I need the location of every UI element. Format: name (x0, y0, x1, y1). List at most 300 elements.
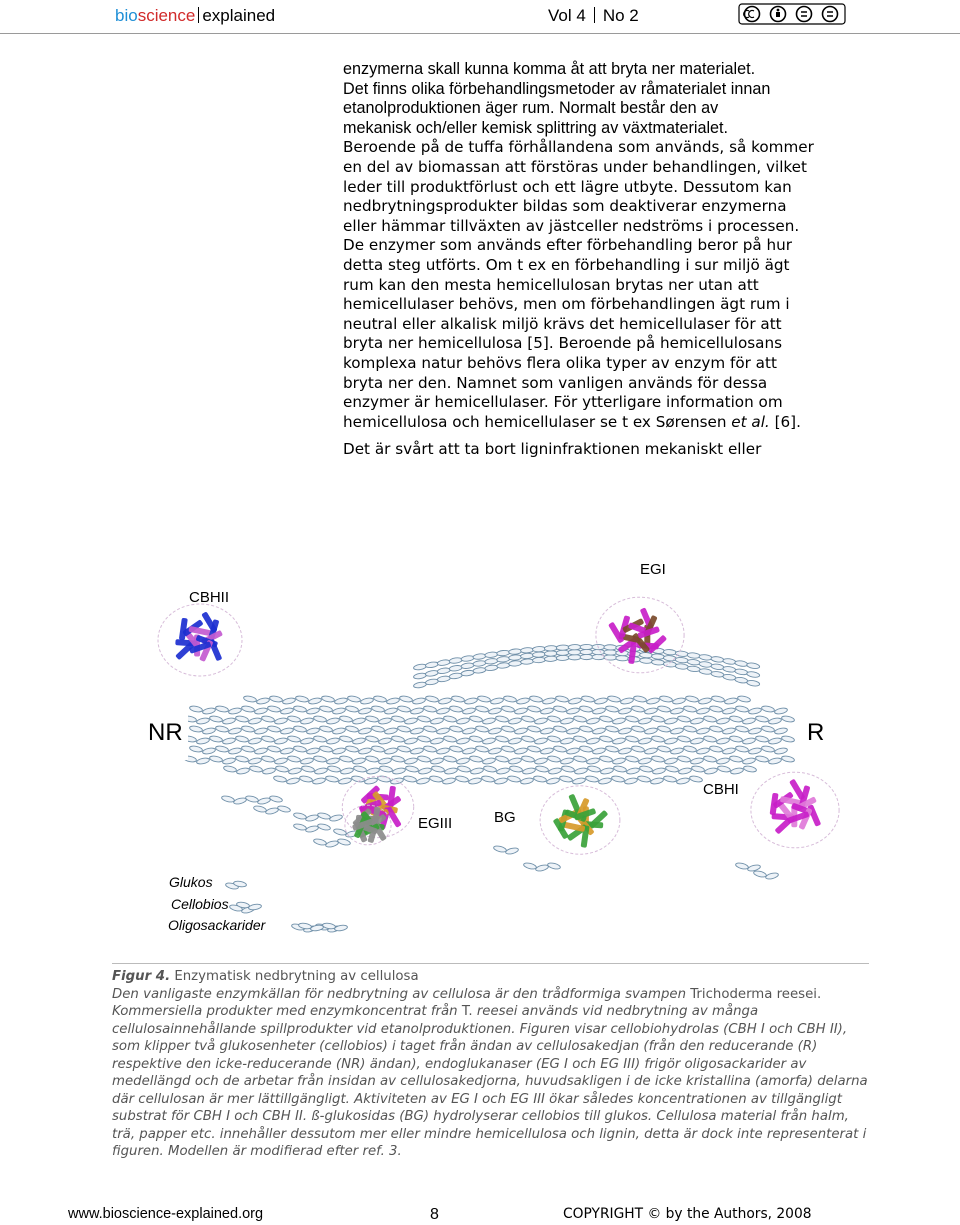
glucose-unit (338, 777, 352, 785)
glucose-unit (711, 656, 725, 663)
glucose-unit (625, 735, 639, 743)
glucose-unit (544, 645, 557, 651)
glucose-unit (527, 725, 541, 733)
glucose-unit (580, 644, 593, 649)
glucose-unit (269, 795, 283, 803)
glucose-unit (235, 715, 249, 723)
glucose-unit (326, 717, 340, 725)
glucose-unit (429, 775, 443, 783)
glucose-unit (690, 737, 704, 745)
glucose-unit (709, 705, 723, 713)
glucose-unit (222, 737, 236, 745)
glucose-unit (755, 735, 769, 743)
glucose-unit (457, 765, 471, 773)
glucose-unit (568, 650, 581, 655)
glucose-unit (254, 727, 268, 735)
glucose-unit (547, 862, 561, 870)
glucose-unit (410, 747, 424, 755)
glucose-unit (514, 707, 528, 715)
glucose-unit (461, 655, 475, 662)
glucose-unit (254, 707, 268, 715)
glucose-unit (317, 812, 331, 820)
glucose-unit (313, 715, 327, 723)
glucose-unit (521, 735, 535, 743)
glucose-unit (579, 745, 593, 753)
glucose-unit (638, 717, 652, 725)
glucose-unit (703, 755, 717, 763)
glucose-unit (586, 737, 600, 745)
glucose-unit (509, 660, 522, 666)
glucose-unit (391, 755, 405, 763)
enzyme-cbhii (158, 604, 242, 676)
glucose-unit (616, 655, 629, 661)
glucose-unit (495, 735, 509, 743)
glucose-unit (456, 717, 470, 725)
glucose-unit (340, 767, 354, 775)
glucose-unit (568, 644, 581, 649)
glucose-unit (378, 717, 392, 725)
glucose-unit (373, 695, 387, 703)
glucose-unit (624, 777, 638, 785)
glucose-unit (644, 747, 658, 755)
glucose-unit (488, 747, 502, 755)
glucose-unit (566, 747, 580, 755)
glucose-unit (254, 747, 268, 755)
glucose-unit (248, 717, 262, 725)
glucose-unit (572, 777, 586, 785)
glucose-unit (587, 765, 601, 773)
glucose-unit (690, 757, 704, 765)
glucose-unit (430, 757, 444, 765)
glucose-unit (716, 737, 730, 745)
caption-t: T. (461, 1004, 473, 1019)
glucose-unit (774, 727, 788, 735)
glucose-unit (683, 745, 697, 753)
glucose-unit (412, 697, 426, 705)
glucose-unit (482, 757, 496, 765)
glucose-unit (456, 737, 470, 745)
glucose-unit (505, 847, 519, 855)
glucose-unit (209, 755, 223, 763)
glucose-unit (592, 727, 606, 735)
glucose-unit (560, 737, 574, 745)
glucose-unit (300, 717, 314, 725)
glucose-unit (301, 765, 315, 773)
glucose-unit (561, 765, 575, 773)
paragraph-last-line (343, 413, 863, 433)
glucose-unit (743, 765, 757, 773)
glucose-unit (592, 707, 606, 715)
glucose-unit (423, 745, 437, 753)
glucose-unit (604, 645, 617, 650)
glucose-unit (410, 727, 424, 735)
glucose-unit (781, 715, 795, 723)
glucose-unit (735, 862, 749, 870)
glucose-unit (269, 695, 283, 703)
glucose-unit (461, 670, 475, 677)
caption-lead: Figur 4. (112, 969, 171, 984)
glucose-unit (534, 737, 548, 745)
glucose-unit (425, 678, 439, 685)
enzyme-cbhi (751, 772, 839, 848)
glucose-unit (455, 775, 469, 783)
glucose-unit (516, 697, 530, 705)
glucose-unit (600, 767, 614, 775)
glucose-unit (345, 705, 359, 713)
glucose-unit (293, 823, 307, 831)
glucose-unit (277, 805, 291, 813)
glucose-unit (761, 725, 775, 733)
glucose-unit (626, 767, 640, 775)
glucose-unit (482, 737, 496, 745)
glucose-unit (730, 767, 744, 775)
caption-body-3: reesei används vid nedbrytning av många cellulosainnehållande spillprodukter vid etanolproduktionen. Figuren visar cellobiohydrolas (CBH I och CBH II), som klipper två glukosenheter (cellobios) i taget från ändan av cellulosakedjan (från den reducerande (R) respektive den icke-reducerande (NR) ändan), endoglukanaser (EG I och EG III) frigör oligosackarider av medellängd och de arbetar från insidan av cellulosakedjorna, huvudsakligen i de icke kristallina (amorfa) delarna där cellulosan är mer lättillgängligt. Aktiviteten av EG I och EG III ökar således koncentrationen av tillgängligt substrat för CBH I och CBH II. ß-glukosidas (BG) hydrolyserar cellobios till glukos. Cellulosa material från halm, trä, papper etc. innehåller dessutom mer eller mindre hemicellulosa och lignin, detta är dock inte representerat i figuren. Modellen är modifierad efter ref. 3. (112, 1004, 868, 1159)
glucose-unit (746, 671, 760, 678)
glucose-unit (475, 745, 489, 753)
glucose-unit (580, 649, 593, 654)
glucose-unit (687, 666, 700, 673)
figure-caption (112, 968, 872, 1161)
glucose-unit (265, 807, 279, 815)
glucose-unit (274, 757, 288, 765)
paragraph-line: leder till produktförlust och ett lägre utbyte. Dessutom kan (343, 177, 792, 196)
glucose-unit (566, 727, 580, 735)
glucose-unit (703, 735, 717, 743)
glucose-unit (535, 864, 549, 872)
glucose-unit (711, 695, 725, 703)
glucose-unit (306, 747, 320, 755)
issue-info (548, 6, 639, 26)
glucose-unit (605, 745, 619, 753)
glucose-unit (664, 757, 678, 765)
glucose-unit (651, 659, 664, 665)
glucose-unit (430, 717, 444, 725)
issue-divider (594, 7, 595, 23)
glucose-unit (729, 735, 743, 743)
paragraph-line: nedbrytningsprodukter bildas som deaktiverar enzymerna (343, 197, 787, 216)
glucose-unit (261, 715, 275, 723)
glucose-unit (470, 767, 484, 775)
glucose-unit (469, 715, 483, 723)
glucose-unit (423, 725, 437, 733)
glucose-unit (497, 662, 510, 668)
glucose-unit (405, 765, 419, 773)
glucose-unit (364, 777, 378, 785)
glucose-unit (319, 725, 333, 733)
glucose-unit (418, 767, 432, 775)
glucose-unit (404, 737, 418, 745)
glucose-unit (717, 765, 731, 773)
glucose-unit (664, 717, 678, 725)
glucose-unit (651, 654, 664, 660)
glucose-unit (605, 725, 619, 733)
glucose-unit (314, 767, 328, 775)
glucose-unit (490, 697, 504, 705)
glucose-unit (312, 777, 326, 785)
glucose-unit (475, 725, 489, 733)
glucose-unit (449, 745, 463, 753)
glucose-unit (735, 745, 749, 753)
glucose-unit (339, 715, 353, 723)
glucose-unit (305, 825, 319, 833)
glucose-unit (449, 725, 463, 733)
glucose-unit (514, 747, 528, 755)
glucose-unit (449, 672, 463, 679)
enzyme-bg (540, 786, 620, 854)
page-footer (0, 1206, 960, 1224)
last-line-italic: et al. (731, 412, 770, 431)
glucose-unit (413, 681, 427, 688)
paragraph-line: en del av biomassan att förstöras under behandlingen, vilket (343, 157, 807, 176)
glucose-unit (222, 757, 236, 765)
glucose-unit (599, 735, 613, 743)
glucose-unit (391, 735, 405, 743)
glucose-unit (280, 747, 294, 755)
glucose-unit (417, 715, 431, 723)
glucose-unit (443, 735, 457, 743)
glucose-unit (501, 745, 515, 753)
glucose-unit (306, 727, 320, 735)
glucose-unit (781, 755, 795, 763)
glucose-unit (495, 715, 509, 723)
glucose-unit (556, 645, 569, 651)
glucose-unit (235, 755, 249, 763)
glucose-unit (267, 745, 281, 753)
glucose-unit (768, 737, 782, 745)
glucose-unit (620, 697, 634, 705)
glucose-unit (497, 656, 510, 662)
glucose-unit (332, 707, 346, 715)
glucose-unit (485, 665, 498, 671)
glucose-unit (403, 775, 417, 783)
glucose-unit (319, 745, 333, 753)
label-nr: NR (148, 719, 183, 746)
glucose-unit (631, 705, 645, 713)
glucose-unit (580, 654, 593, 659)
glucose-unit (222, 717, 236, 725)
glucose-unit (607, 695, 621, 703)
glucose-unit (675, 663, 688, 669)
glucose-unit (657, 745, 671, 753)
glucose-unit (329, 814, 343, 822)
glucose-unit (371, 745, 385, 753)
glucose-unit (573, 715, 587, 723)
glucose-unit (665, 765, 679, 773)
glucose-unit (468, 777, 482, 785)
glucose-unit (724, 697, 738, 705)
glucose-unit (742, 717, 756, 725)
paragraph-line: detta steg utförts. Om t ex en förbehandling i sur miljö ägt (343, 255, 790, 274)
glucose-unit (560, 717, 574, 725)
glucose-unit (527, 745, 541, 753)
glucose-unit (365, 755, 379, 763)
glucose-unit (633, 695, 647, 703)
glucose-unit (352, 737, 366, 745)
glucose-unit (613, 765, 627, 773)
paragraph-line: Det finns olika förbehandlingsmetoder av råmaterialet innan (343, 79, 771, 98)
glucose-unit (685, 695, 699, 703)
glucose-unit (678, 767, 692, 775)
glucose-unit (241, 725, 255, 733)
caption-title: Enzymatisk nedbrytning av cellulosa (170, 969, 419, 984)
glucose-unit (256, 697, 270, 705)
glucose-unit (436, 707, 450, 715)
glucose-unit (274, 737, 288, 745)
glucose-unit (592, 747, 606, 755)
glucose-unit (280, 727, 294, 735)
glucose-unit (293, 725, 307, 733)
glucose-unit (444, 767, 458, 775)
glucose-unit (241, 705, 255, 713)
glucose-unit (442, 777, 456, 785)
glucose-unit (509, 654, 522, 660)
glucose-unit (497, 650, 510, 656)
glucose-unit (664, 737, 678, 745)
glucose-unit (509, 765, 523, 773)
glucose-unit (663, 775, 677, 783)
glucose-unit (594, 697, 608, 705)
glucose-unit (729, 755, 743, 763)
volume-label: Vol 4 (548, 6, 586, 25)
glucose-unit (573, 755, 587, 763)
glucose-unit (327, 765, 341, 773)
cellulose-degradation-figure (0, 545, 960, 945)
glucose-unit (494, 777, 508, 785)
glucose-unit (696, 747, 710, 755)
glucose-unit (599, 715, 613, 723)
legend-oligosaccharides: Oligosackarider (168, 917, 266, 933)
glucose-unit (547, 715, 561, 723)
glucose-unit (560, 757, 574, 765)
footer-url[interactable]: www.bioscience-explained.org (68, 1206, 264, 1222)
glucose-unit (399, 695, 413, 703)
glucose-unit (574, 767, 588, 775)
glucose-unit (345, 725, 359, 733)
glucose-unit (339, 755, 353, 763)
glucose-unit (488, 727, 502, 735)
glucose-unit (722, 747, 736, 755)
glucose-unit (748, 707, 762, 715)
glucose-unit (326, 757, 340, 765)
glucose-unit (319, 705, 333, 713)
glucose-unit (443, 755, 457, 763)
glucose-unit (358, 747, 372, 755)
glucose-unit (189, 725, 203, 733)
glucose-unit (711, 663, 725, 670)
glucose-unit (742, 737, 756, 745)
glucose-unit (553, 705, 567, 713)
glucose-unit (625, 715, 639, 723)
glucose-unit (262, 767, 276, 775)
glucose-unit (235, 735, 249, 743)
glucose-unit (233, 797, 247, 805)
glucose-unit (586, 757, 600, 765)
glucose-unit (347, 695, 361, 703)
glucose-unit (598, 777, 612, 785)
glucose-unit (709, 725, 723, 733)
glucose-unit (546, 777, 560, 785)
glucose-unit (332, 727, 346, 735)
glucose-unit (716, 757, 730, 765)
glucose-unit (353, 765, 367, 773)
glucose-unit (358, 727, 372, 735)
glucose-unit (443, 715, 457, 723)
glucose-unit (397, 705, 411, 713)
number-label: No 2 (602, 6, 639, 25)
glucose-unit (326, 737, 340, 745)
glucose-unit (746, 680, 760, 687)
legend-cellobiose: Cellobios (171, 896, 229, 912)
glucose-unit (306, 707, 320, 715)
glucose-unit (317, 823, 331, 831)
glucose-unit (209, 715, 223, 723)
glucose-unit (612, 737, 626, 745)
glucose-unit (430, 737, 444, 745)
glucose-unit (542, 697, 556, 705)
glucose-unit (257, 797, 271, 805)
glucose-unit (196, 737, 210, 745)
paragraph-line: De enzymer som används efter förbehandling beror på hur (343, 236, 792, 255)
glucose-unit (711, 671, 725, 678)
glucose-unit (392, 767, 406, 775)
glucose-unit (644, 707, 658, 715)
glucose-unit (293, 705, 307, 713)
glucose-unit (384, 747, 398, 755)
paragraph-line: enzymer är hemicellulaser. För ytterligare information om (343, 393, 783, 412)
glucose-unit (228, 727, 242, 735)
glucose-unit (691, 765, 705, 773)
glucose-unit (532, 646, 545, 652)
glucose-unit (503, 695, 517, 703)
glucose-unit (646, 697, 660, 705)
glucose-unit (473, 653, 487, 660)
glucose-unit (299, 775, 313, 783)
glucose-unit (696, 727, 710, 735)
glucose-unit (495, 755, 509, 763)
footer-copyright: COPYRIGHT © by the Authors, 2008 (563, 1206, 812, 1222)
glucose-unit (509, 648, 522, 654)
glucose-unit (493, 845, 507, 853)
glucose-unit (253, 805, 267, 813)
glucose-unit (520, 647, 533, 653)
glucose-unit (657, 725, 671, 733)
glucose-unit (522, 767, 536, 775)
glucose-unit (579, 705, 593, 713)
glucose-unit (672, 697, 686, 705)
glucose-unit (196, 757, 210, 765)
glucose-unit (521, 755, 535, 763)
glucose-unit (334, 924, 348, 931)
glucose-unit (579, 725, 593, 733)
glucose-unit (544, 656, 557, 662)
glucose-unit (755, 755, 769, 763)
glucose-unit (366, 767, 380, 775)
glucose-unit (243, 695, 257, 703)
glucose-unit (423, 705, 437, 713)
glucose-unit (371, 725, 385, 733)
glucose-unit (638, 737, 652, 745)
glucose-unit (523, 862, 537, 870)
glucose-unit (573, 735, 587, 743)
glucose-unit (404, 717, 418, 725)
glucose-unit (559, 775, 573, 783)
glucose-unit (267, 705, 281, 713)
glucose-unit (313, 735, 327, 743)
glucose-unit (300, 737, 314, 745)
label-r: R (807, 719, 825, 746)
glucose-unit (527, 705, 541, 713)
glucose-unit (202, 707, 216, 715)
